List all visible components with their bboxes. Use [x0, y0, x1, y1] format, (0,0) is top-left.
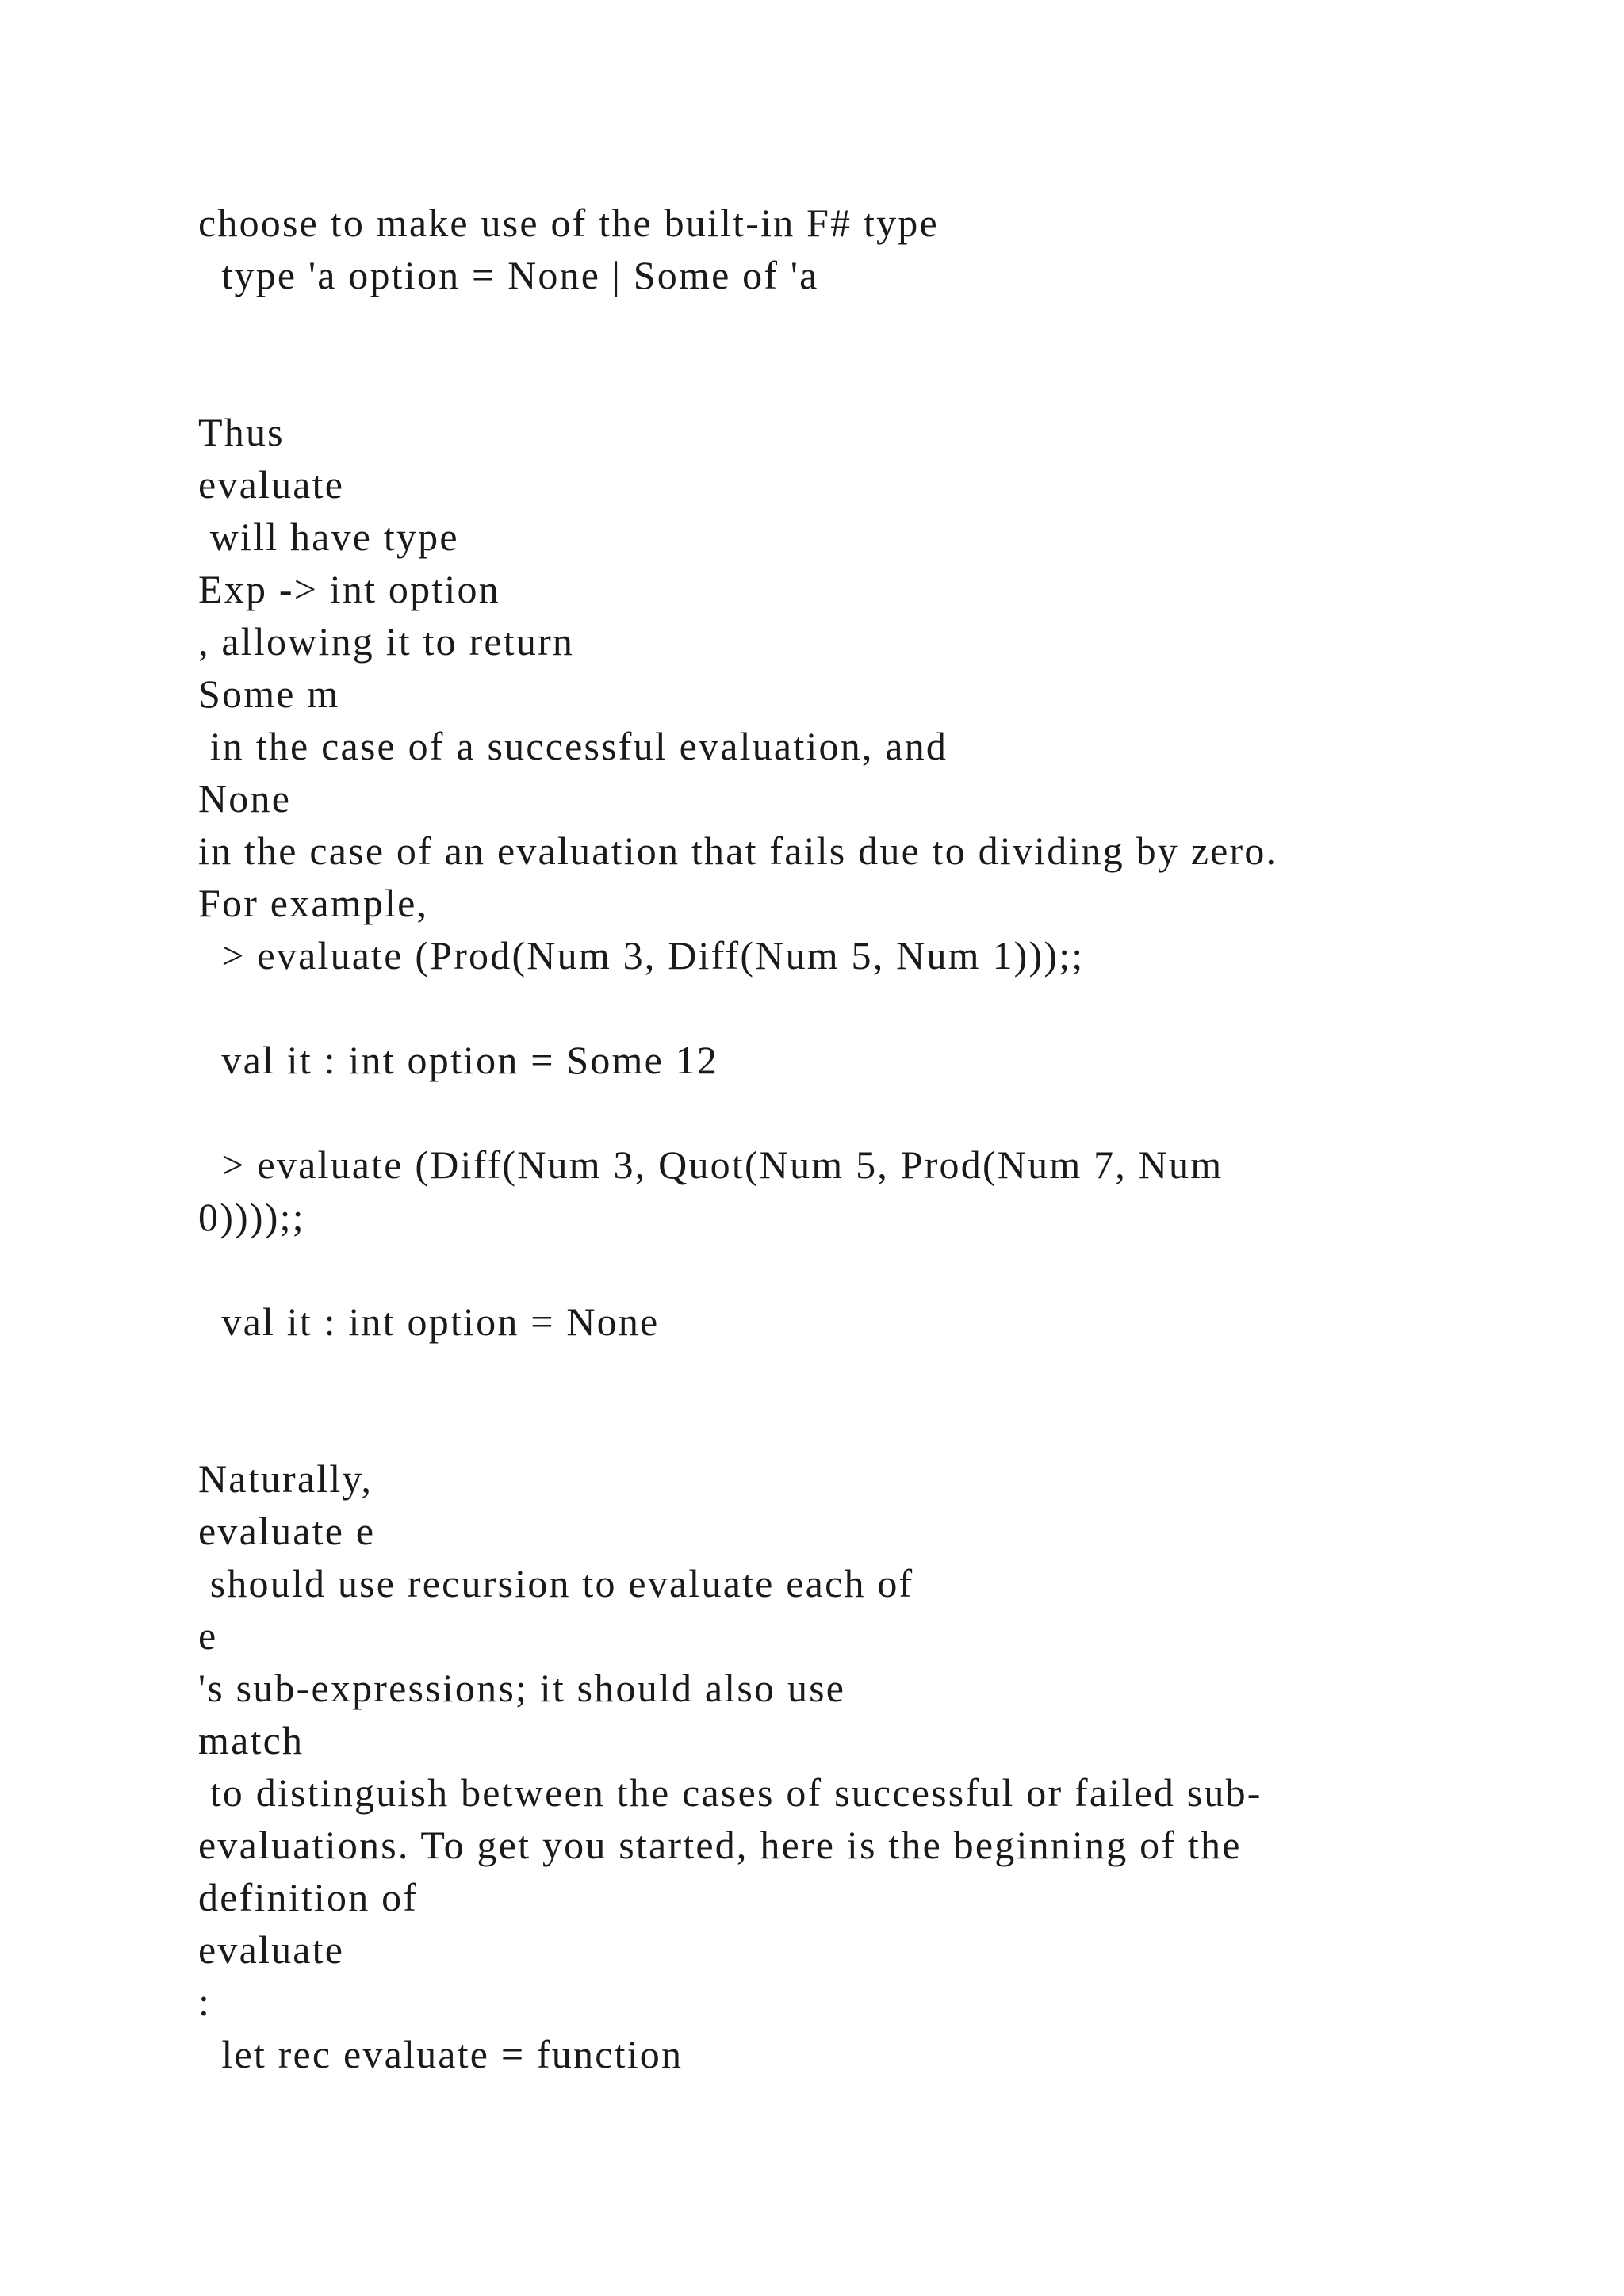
inline-code-none: None [198, 776, 292, 821]
code-line-example-2: > evaluate (Diff(Num 3, Quot(Num 5, Prod(Num 7, Num [198, 1142, 1224, 1187]
code-line-example-2-cont: 0))));; [198, 1195, 305, 1239]
inline-code-some-m: Some m [198, 672, 340, 716]
text-line-sub-expressions: 's sub-expressions; it should also use [198, 1666, 846, 1710]
text-line-thus: Thus [198, 410, 285, 454]
inline-code-evaluate-2: evaluate [198, 1927, 345, 1972]
text-line-definition-of: definition of [198, 1875, 419, 1919]
text-line-will-have-type: will have type [198, 515, 459, 559]
text-line-fails: in the case of an evaluation that fails due to dividing by zero. [198, 828, 1278, 873]
code-line-example-1: > evaluate (Prod(Num 3, Diff(Num 5, Num 1)));; [198, 933, 1085, 978]
code-line-option-type: type 'a option = None | Some of 'a [198, 253, 819, 297]
inline-code-evaluate-e: evaluate e [198, 1509, 376, 1553]
text-line-allowing: , allowing it to return [198, 619, 575, 664]
inline-code-e: e [198, 1613, 218, 1658]
text-line-colon: : [198, 1980, 212, 2024]
inline-code-match: match [198, 1718, 304, 1762]
code-line-result-1: val it : int option = Some 12 [198, 1038, 719, 1082]
text-line-recursion: should use recursion to evaluate each of [198, 1561, 914, 1605]
code-line-let-rec: let rec evaluate = function [198, 2032, 684, 2076]
text-line-successful: in the case of a successful evaluation, and [198, 724, 948, 768]
text-line-1: choose to make use of the built-in F# type [198, 201, 939, 245]
inline-code-evaluate: evaluate [198, 462, 345, 507]
inline-code-type-signature: Exp -> int option [198, 567, 500, 611]
text-line-naturally: Naturally, [198, 1456, 373, 1501]
code-line-result-2: val it : int option = None [198, 1299, 660, 1344]
text-line-for-example: For example, [198, 881, 429, 925]
text-line-distinguish: to distinguish between the cases of successful or failed sub- [198, 1770, 1262, 1815]
text-line-get-started: evaluations. To get you started, here is the beginning of the [198, 1823, 1242, 1867]
